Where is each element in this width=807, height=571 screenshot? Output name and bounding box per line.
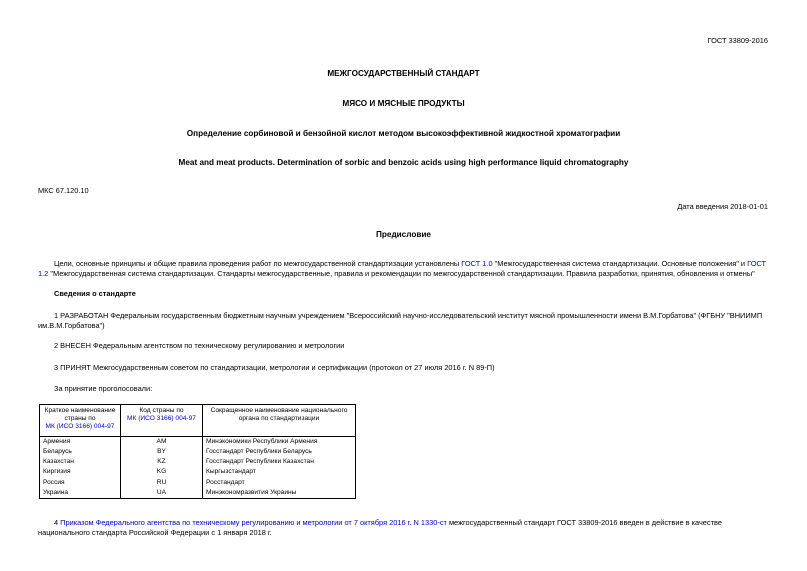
column-header-country: Краткое наименование страны по МК (ИСО 3166) 004-97 [40,405,121,437]
developer-info: 1 РАЗРАБОТАН Федеральным государственным бюджетным научным учреждением "Всероссийский научно-исследовательский институт мясной промышленности имени В.М.Горбатова" (ФГБНУ "ВНИИМП им.В.М.Горбатова") [38,311,763,330]
mk-iso-link[interactable]: МК (ИСО 3166) 004-97 [127,415,196,423]
cell-country: Беларусь [40,447,121,457]
page-title: МЯСО И МЯСНЫЕ ПРОДУКТЫ [342,99,465,108]
standard-type: МЕЖГОСУДАРСТВЕННЫЙ СТАНДАРТ [327,69,480,78]
enactment-info [38,518,772,537]
cell-code: KZ [121,457,203,467]
document-code: ГОСТ 33809-2016 [707,36,768,45]
cell-body: Кыргызстандарт [203,467,356,477]
cell-body: Госстандарт Республики Беларусь [203,447,356,457]
cell-country: Россия [40,478,121,488]
cell-code: AM [121,436,203,447]
introduction-date: Дата введения 2018-01-01 [677,202,768,211]
cell-body: Минэкономики Республики Армения [203,436,356,447]
cell-country: Киргизия [40,467,121,477]
mk-iso-link[interactable]: МК (ИСО 3166) 004-97 [45,423,115,431]
gost-1-2-link[interactable]: ГОСТ 1.2 [38,259,767,278]
paragraph-text: 4 [54,518,61,527]
paragraph-text: Цели, основные принципы и общие правила проведения работ по межгосударственной стандартизации установлены [54,259,462,268]
cell-code: BY [121,447,203,457]
foreword-heading: Предисловие [376,230,431,239]
title-subtitle-en: Meat and meat products. Determination of sorbic and benzoic acids using high performance liquid chromatography [178,158,629,167]
cell-body: Госстандарт Республики Казахстан [203,457,356,467]
cell-country: Украина [40,488,121,499]
cell-code: UA [121,488,203,499]
order-link[interactable]: Приказом Федерального агентства по техническому регулированию и метрологии от 7 октября 2016 г. N 1330-ст [60,518,447,527]
table-row [40,467,356,477]
table-row [40,436,356,447]
foreword-paragraph-1 [38,259,772,278]
table-row [40,447,356,457]
title-subtitle-ru: Определение сорбиновой и бензойной кислот методом высокоэффективной жидкостной хроматографии [186,129,621,138]
cell-country: Казахстан [40,457,121,467]
cell-code: RU [121,478,203,488]
cell-body: Росстандарт [203,478,356,488]
paragraph-text: "Межгосударственная система стандартизации. Стандарты межгосударственные, правила и рекомендации по межгосударственной стандартизации. Правила разработки, принятия, обновления и отмены" [48,268,755,278]
cell-country: Армения [40,436,121,447]
column-header-body: Сокращенное наименование национального органа по стандартизации [203,405,356,437]
mks-code: МКС 67.120.10 [38,186,89,195]
column-header-code: Код страны по МК (ИСО 3166) 004-97 [121,405,203,437]
adopted-info: 3 ПРИНЯТ Межгосударственным советом по стандартизации, метрологии и сертификации (протокол от 27 июля 2016 г. N 89-П) [54,363,495,372]
paragraph-text: межгосударственный стандарт ГОСТ 33809-2016 введен в действие в качестве национального стандарта Российской Федерации с 1 января 2018 г. [38,518,722,537]
voted-label: За принятие проголосовали: [54,384,153,393]
cell-body: Минэкономразвития Украины [203,488,356,499]
table-row [40,478,356,488]
submitted-info: 2 ВНЕСЕН Федеральным агентством по техническому регулированию и метрологии [54,341,345,350]
gost-1-0-link[interactable]: ГОСТ 1.0 [461,259,493,268]
table-row [40,457,356,467]
paragraph-text: "Межгосударственная система стандартизации. Основные положения" и [492,259,748,268]
standard-info-heading: Сведения о стандарте [54,289,136,298]
table-row [40,488,356,499]
voting-countries-table [39,404,356,499]
table-header-row [40,405,356,437]
cell-code: KG [121,467,203,477]
